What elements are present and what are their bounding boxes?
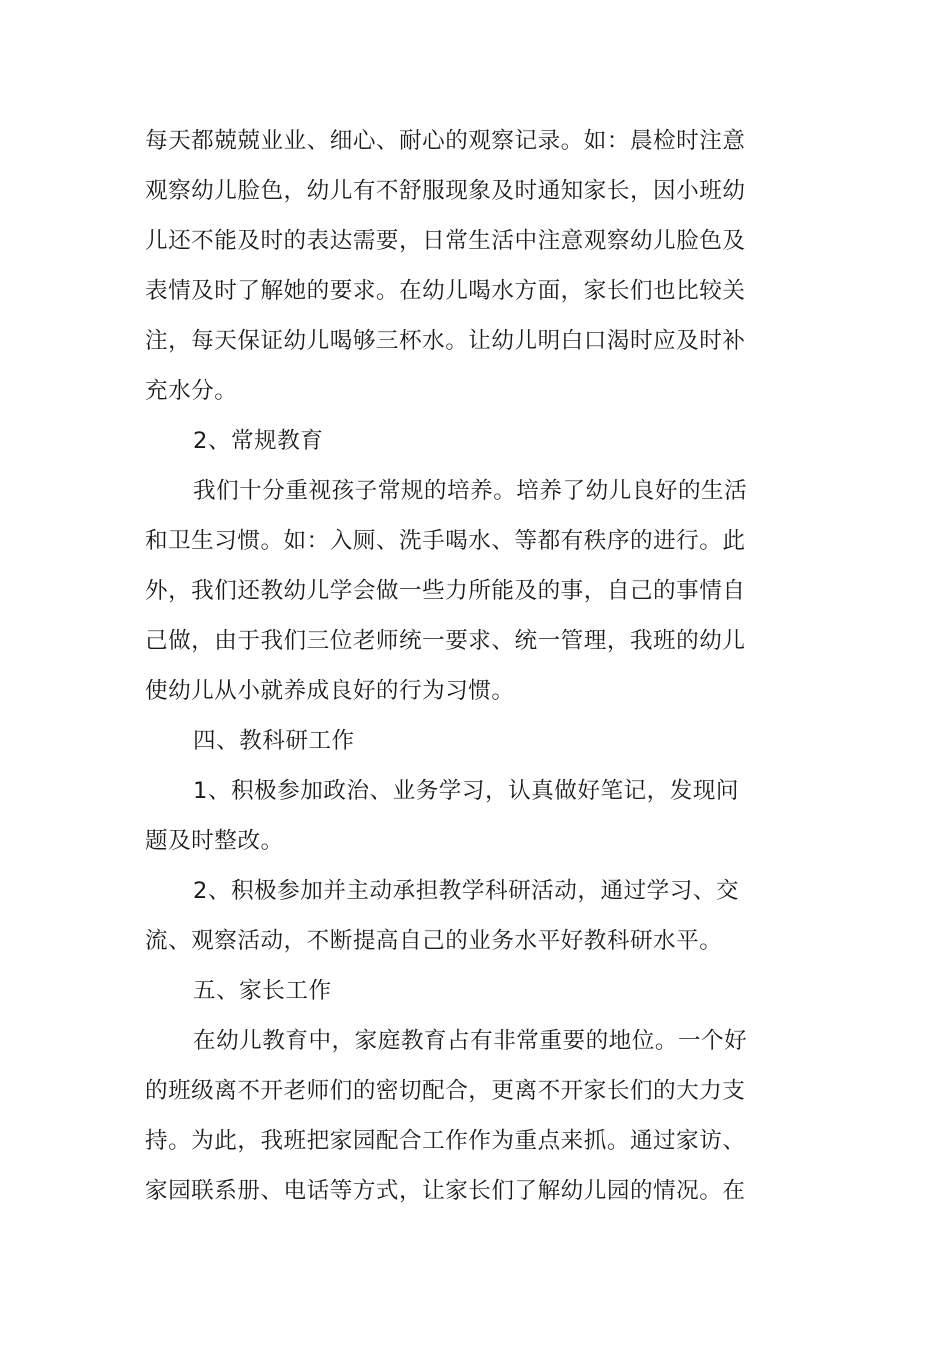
text-line: 流、观察活动，不断提高自己的业务水平好教科研水平。 (145, 928, 723, 954)
text-line: 外，我们还教幼儿学会做一些力所能及的事，自己的事情自 (145, 578, 746, 604)
text-line: 题及时整改。 (145, 828, 284, 854)
text-line: 四、教科研工作 (193, 728, 355, 754)
text-line: 在幼儿教育中，家庭教育占有非常重要的地位。一个好 (193, 1028, 747, 1054)
text-line: 每天都兢兢业业、细心、耐心的观察记录。如：晨检时注意 (145, 128, 746, 154)
text-line: 充水分。 (145, 378, 238, 404)
text-line: 观察幼儿脸色，幼儿有不舒服现象及时通知家长，因小班幼 (145, 178, 746, 204)
text-line: 我们十分重视孩子常规的培养。培养了幼儿良好的生活 (193, 478, 747, 504)
text-line: 儿还不能及时的表达需要，日常生活中注意观察幼儿脸色及 (145, 228, 746, 254)
text-line: 1、积极参加政治、业务学习，认真做好笔记，发现问 (193, 778, 740, 804)
text-line: 注，每天保证幼儿喝够三杯水。让幼儿明白口渴时应及时补 (145, 328, 746, 354)
text-line: 的班级离不开老师们的密切配合，更离不开家长们的大力支 (145, 1078, 746, 1104)
text-line: 己做，由于我们三位老师统一要求、统一管理，我班的幼儿 (145, 628, 746, 654)
text-line: 和卫生习惯。如：入厕、洗手喝水、等都有秩序的进行。此 (145, 528, 746, 554)
text-line: 五、家长工作 (193, 978, 332, 1004)
text-line: 持。为此，我班把家园配合工作作为重点来抓。通过家访、 (145, 1128, 746, 1154)
text-line: 2、常规教育 (193, 428, 324, 454)
document-body-text (145, 116, 747, 1216)
text-line: 使幼儿从小就养成良好的行为习惯。 (145, 678, 515, 704)
text-line: 家园联系册、电话等方式，让家长们了解幼儿园的情况。在 (145, 1178, 746, 1204)
text-line: 2、积极参加并主动承担教学科研活动，通过学习、交 (193, 878, 740, 904)
text-line: 表情及时了解她的要求。在幼儿喝水方面，家长们也比较关 (145, 278, 746, 304)
